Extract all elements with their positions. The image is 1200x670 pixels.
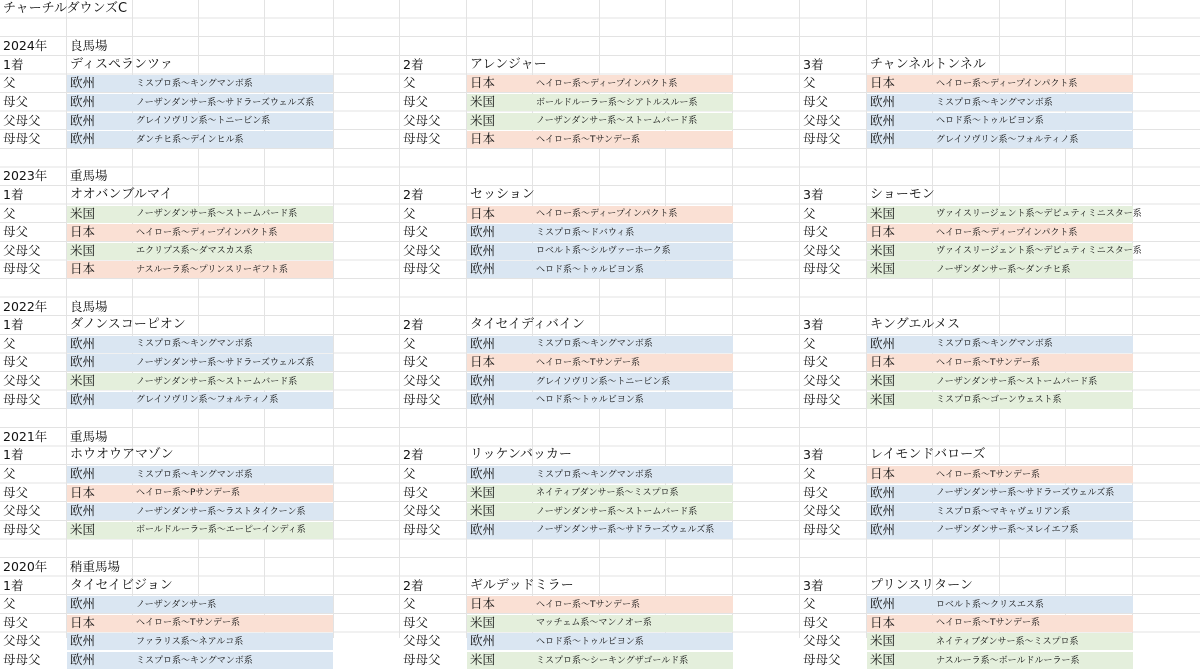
relation-cell[interactable]: 父母父 — [403, 373, 441, 388]
place-cell[interactable]: 3着 — [803, 317, 824, 333]
region-cell[interactable]: 米国 — [870, 373, 896, 388]
relation-cell[interactable]: 父母父 — [3, 242, 41, 258]
region-cell[interactable]: 欧州 — [470, 391, 496, 407]
sire-line-cell[interactable]: ミスプロ系～キングマンボ系 — [136, 78, 253, 89]
track-condition-cell[interactable]: 重馬場 — [70, 428, 108, 444]
region-cell[interactable]: 欧州 — [870, 484, 896, 500]
horse-name-cell[interactable]: ダノンスコーピオン — [70, 317, 186, 333]
relation-cell[interactable]: 父 — [3, 205, 16, 221]
relation-cell[interactable]: 父 — [3, 596, 16, 612]
relation-cell[interactable]: 父母父 — [403, 112, 441, 128]
region-cell[interactable]: 米国 — [470, 503, 496, 519]
relation-cell[interactable]: 父母父 — [803, 633, 841, 649]
relation-cell[interactable]: 母母父 — [803, 521, 841, 537]
region-cell[interactable]: 米国 — [870, 652, 896, 667]
relation-cell[interactable]: 母父 — [803, 224, 829, 240]
sire-line-cell[interactable]: ミスプロ系～シーキングザゴールド系 — [536, 655, 689, 666]
sire-line-cell[interactable]: ノーザンダンサー系～サドラーズウェルズ系 — [936, 488, 1115, 499]
relation-cell[interactable]: 父 — [3, 466, 16, 481]
relation-cell[interactable]: 父 — [403, 596, 416, 612]
sire-line-cell[interactable]: ヘイロー系～Tサンデー系 — [936, 618, 1041, 629]
region-cell[interactable]: 欧州 — [870, 335, 896, 351]
relation-cell[interactable]: 父母父 — [803, 373, 841, 388]
relation-cell[interactable]: 父 — [803, 466, 816, 481]
region-cell[interactable]: 日本 — [470, 205, 496, 221]
relation-cell[interactable]: 父母父 — [3, 503, 41, 519]
sire-line-cell[interactable]: ヘロド系～トゥルビヨン系 — [536, 264, 644, 275]
horse-name-cell[interactable]: セッション — [470, 187, 535, 202]
sire-line-cell[interactable]: ヘロド系～トゥルビヨン系 — [536, 395, 644, 406]
region-cell[interactable]: 欧州 — [470, 261, 496, 277]
relation-cell[interactable]: 母母父 — [403, 521, 441, 537]
place-cell[interactable]: 2着 — [403, 577, 424, 593]
relation-cell[interactable]: 母母父 — [803, 131, 841, 147]
horse-name-cell[interactable]: ディスペランツァ — [70, 56, 173, 72]
region-cell[interactable]: 日本 — [870, 224, 896, 240]
horse-name-cell[interactable]: リッケンバッカー — [470, 447, 572, 463]
relation-cell[interactable]: 母父 — [803, 354, 829, 370]
horse-name-cell[interactable]: タイセイビジョン — [70, 577, 173, 593]
sire-line-cell[interactable]: ノーザンダンサー系～ストームバード系 — [136, 376, 298, 387]
region-cell[interactable]: 米国 — [870, 205, 896, 221]
relation-cell[interactable]: 母母父 — [803, 652, 841, 667]
region-cell[interactable]: 欧州 — [470, 242, 496, 258]
region-cell[interactable]: 欧州 — [70, 596, 96, 612]
relation-cell[interactable]: 父母父 — [3, 373, 41, 388]
relation-cell[interactable]: 父母父 — [403, 242, 441, 258]
region-cell[interactable]: 米国 — [470, 484, 496, 500]
sire-line-cell[interactable]: ノーザンダンサー系～ラストタイクーン系 — [136, 506, 306, 517]
region-cell[interactable]: 日本 — [70, 261, 96, 277]
sire-line-cell[interactable]: ヴァイスリージェント系～デピュティミニスター系 — [936, 246, 1142, 257]
sire-line-cell[interactable]: ノーザンダンサー系～サドラーズウェルズ系 — [136, 357, 315, 368]
sire-line-cell[interactable]: ノーザンダンサー系～ストームバード系 — [536, 116, 698, 127]
region-cell[interactable]: 欧州 — [70, 652, 96, 667]
region-cell[interactable]: 米国 — [470, 614, 496, 630]
place-cell[interactable]: 1着 — [3, 317, 24, 333]
sire-line-cell[interactable]: ヘロド系～トゥルビヨン系 — [536, 636, 644, 647]
relation-cell[interactable]: 母母父 — [3, 652, 41, 667]
relation-cell[interactable]: 母母父 — [803, 391, 841, 407]
sire-line-cell[interactable]: ノーザンダンサー系～サドラーズウェルズ系 — [136, 97, 315, 108]
region-cell[interactable]: 欧州 — [70, 354, 96, 370]
sire-line-cell[interactable]: ヘイロー系～Tサンデー系 — [936, 469, 1041, 480]
region-cell[interactable]: 欧州 — [70, 94, 96, 109]
region-cell[interactable]: 米国 — [70, 205, 96, 221]
relation-cell[interactable]: 父 — [803, 205, 816, 221]
sire-line-cell[interactable]: ミスプロ系～マキャヴェリアン系 — [936, 506, 1071, 517]
sire-line-cell[interactable]: ヘイロー系～Tサンデー系 — [136, 618, 241, 629]
region-cell[interactable]: 欧州 — [470, 335, 496, 351]
sire-line-cell[interactable]: ヘイロー系～Tサンデー系 — [536, 599, 641, 610]
horse-name-cell[interactable]: キングエルメス — [870, 317, 960, 333]
sire-line-cell[interactable]: ネイティブダンサー系～ミスプロ系 — [936, 636, 1079, 647]
place-cell[interactable]: 3着 — [803, 187, 824, 202]
place-cell[interactable]: 3着 — [803, 577, 824, 593]
track-condition-cell[interactable]: 良馬場 — [70, 38, 108, 54]
region-cell[interactable]: 日本 — [870, 466, 896, 481]
sire-line-cell[interactable]: ヘイロー系～ディープインパクト系 — [536, 78, 678, 89]
sire-line-cell[interactable]: グレイソヴリン系～フォルティノ系 — [136, 395, 279, 406]
region-cell[interactable]: 日本 — [470, 596, 496, 612]
track-condition-cell[interactable]: 稍重馬場 — [70, 559, 121, 574]
sire-line-cell[interactable]: エクリプス系～ダマスカス系 — [136, 246, 253, 257]
region-cell[interactable]: 米国 — [870, 242, 896, 258]
region-cell[interactable]: 欧州 — [70, 131, 96, 147]
region-cell[interactable]: 欧州 — [70, 466, 96, 481]
sire-line-cell[interactable]: ヴァイスリージェント系～デピュティミニスター系 — [936, 209, 1142, 220]
sheet-title[interactable]: チャーチルダウンズC — [3, 1, 128, 16]
track-condition-cell[interactable]: 重馬場 — [70, 168, 108, 184]
region-cell[interactable]: 米国 — [870, 261, 896, 277]
horse-name-cell[interactable]: ショーモン — [870, 187, 935, 202]
region-cell[interactable]: 欧州 — [470, 633, 496, 649]
relation-cell[interactable]: 父母父 — [3, 112, 41, 128]
relation-cell[interactable]: 父 — [403, 205, 416, 221]
relation-cell[interactable]: 父 — [3, 75, 16, 91]
horse-name-cell[interactable]: ギルデッドミラー — [470, 577, 574, 593]
place-cell[interactable]: 1着 — [3, 577, 24, 593]
sire-line-cell[interactable]: ミスプロ系～キングマンボ系 — [136, 339, 253, 350]
sire-line-cell[interactable]: ネイティブダンサー系～ミスプロ系 — [536, 488, 679, 499]
horse-name-cell[interactable]: プリンスリターン — [870, 577, 973, 593]
sire-line-cell[interactable]: ナスルーラ系～ボールドルーラー系 — [936, 655, 1080, 666]
sire-line-cell[interactable]: ミスプロ系～キングマンボ系 — [536, 469, 653, 480]
relation-cell[interactable]: 父 — [403, 75, 416, 91]
region-cell[interactable]: 日本 — [870, 75, 896, 91]
sire-line-cell[interactable]: ナスルーラ系～プリンスリーギフト系 — [136, 264, 289, 275]
region-cell[interactable]: 欧州 — [470, 466, 496, 481]
track-condition-cell[interactable]: 良馬場 — [70, 298, 108, 314]
region-cell[interactable]: 日本 — [870, 614, 896, 630]
relation-cell[interactable]: 父 — [803, 596, 816, 612]
relation-cell[interactable]: 母父 — [3, 614, 29, 630]
relation-cell[interactable]: 母父 — [803, 484, 829, 500]
region-cell[interactable]: 欧州 — [870, 94, 896, 109]
relation-cell[interactable]: 母父 — [3, 354, 29, 370]
region-cell[interactable]: 日本 — [70, 484, 96, 500]
sire-line-cell[interactable]: ヘイロー系～ディープインパクト系 — [936, 227, 1078, 238]
region-cell[interactable]: 欧州 — [870, 503, 896, 519]
region-cell[interactable]: 欧州 — [870, 521, 896, 537]
horse-name-cell[interactable]: アレンジャー — [470, 56, 547, 72]
relation-cell[interactable]: 母母父 — [3, 521, 41, 537]
relation-cell[interactable]: 父 — [403, 466, 416, 481]
horse-name-cell[interactable]: チャンネルトンネル — [870, 56, 986, 72]
relation-cell[interactable]: 母父 — [403, 614, 429, 630]
sire-line-cell[interactable]: ノーザンダンサー系～ストームバード系 — [136, 209, 298, 220]
relation-cell[interactable]: 父母父 — [803, 242, 841, 258]
region-cell[interactable]: 欧州 — [470, 373, 496, 388]
region-cell[interactable]: 日本 — [70, 614, 96, 630]
sire-line-cell[interactable]: ノーザンダンサー系～サドラーズウェルズ系 — [536, 525, 715, 536]
sire-line-cell[interactable]: ノーザンダンサー系～ストームバード系 — [536, 506, 698, 517]
sire-line-cell[interactable]: ヘイロー系～ディープインパクト系 — [936, 78, 1078, 89]
relation-cell[interactable]: 母父 — [803, 614, 829, 630]
horse-name-cell[interactable]: レイモンドバローズ — [870, 447, 986, 463]
place-cell[interactable]: 1着 — [3, 187, 24, 202]
relation-cell[interactable]: 父母父 — [403, 503, 441, 519]
sire-line-cell[interactable]: ノーザンダンサー系～ヌレイエフ系 — [936, 525, 1079, 536]
sire-line-cell[interactable]: ミスプロ系～キングマンボ系 — [536, 339, 653, 350]
region-cell[interactable]: 米国 — [870, 391, 896, 407]
relation-cell[interactable]: 父 — [403, 335, 416, 351]
year-cell[interactable]: 2022年 — [3, 298, 48, 314]
region-cell[interactable]: 欧州 — [70, 335, 96, 351]
horse-name-cell[interactable]: タイセイディバイン — [470, 317, 585, 333]
sire-line-cell[interactable]: ロベルト系～シルヴァーホーク系 — [536, 246, 671, 257]
region-cell[interactable]: 日本 — [470, 131, 496, 147]
horse-name-cell[interactable]: オオバンブルマイ — [70, 187, 173, 202]
place-cell[interactable]: 3着 — [803, 56, 824, 72]
relation-cell[interactable]: 母母父 — [3, 131, 41, 147]
region-cell[interactable]: 日本 — [470, 75, 496, 91]
sire-line-cell[interactable]: ヘイロー系～Pサンデー系 — [136, 488, 240, 499]
relation-cell[interactable]: 母母父 — [3, 261, 41, 277]
relation-cell[interactable]: 父 — [803, 335, 816, 351]
region-cell[interactable]: 日本 — [70, 224, 96, 240]
place-cell[interactable]: 3着 — [803, 447, 824, 463]
relation-cell[interactable]: 母母父 — [403, 391, 441, 407]
relation-cell[interactable]: 父 — [803, 75, 816, 91]
place-cell[interactable]: 2着 — [403, 317, 424, 333]
sire-line-cell[interactable]: ヘイロー系～ディープインパクト系 — [136, 227, 278, 238]
relation-cell[interactable]: 父 — [3, 335, 16, 351]
sire-line-cell[interactable]: ボールドルーラー系～エーピーインディ系 — [136, 525, 306, 536]
year-cell[interactable]: 2023年 — [3, 168, 48, 184]
region-cell[interactable]: 欧州 — [870, 131, 896, 147]
region-cell[interactable]: 欧州 — [470, 224, 496, 240]
region-cell[interactable]: 欧州 — [470, 521, 496, 537]
year-cell[interactable]: 2024年 — [3, 38, 48, 54]
place-cell[interactable]: 2着 — [403, 447, 424, 463]
sire-line-cell[interactable]: ヘイロー系～Tサンデー系 — [536, 357, 641, 368]
region-cell[interactable]: 欧州 — [70, 503, 96, 519]
sire-line-cell[interactable]: ミスプロ系～キングマンボ系 — [936, 339, 1053, 350]
sire-line-cell[interactable]: ミスプロ系～キングマンボ系 — [936, 97, 1053, 108]
sire-line-cell[interactable]: ミスプロ系～ゴーンウェスト系 — [936, 395, 1062, 406]
relation-cell[interactable]: 母父 — [803, 94, 829, 109]
sire-line-cell[interactable]: ヘイロー系～Tサンデー系 — [536, 134, 641, 145]
region-cell[interactable]: 欧州 — [870, 596, 896, 612]
region-cell[interactable]: 日本 — [870, 354, 896, 370]
region-cell[interactable]: 欧州 — [70, 633, 96, 649]
relation-cell[interactable]: 母母父 — [403, 652, 441, 667]
sire-line-cell[interactable]: ファラリス系～ネアルコ系 — [136, 636, 244, 647]
sire-line-cell[interactable]: ノーザンダンサー系～ストームバード系 — [936, 376, 1098, 387]
region-cell[interactable]: 米国 — [470, 94, 496, 109]
sire-line-cell[interactable]: ノーザンダンサー系～ダンチヒ系 — [936, 264, 1071, 275]
relation-cell[interactable]: 父母父 — [803, 112, 841, 128]
horse-name-cell[interactable]: ホウオウアマゾン — [70, 447, 174, 463]
year-cell[interactable]: 2021年 — [3, 428, 48, 444]
region-cell[interactable]: 欧州 — [70, 75, 96, 91]
region-cell[interactable]: 欧州 — [70, 391, 96, 407]
place-cell[interactable]: 1着 — [3, 56, 24, 72]
sire-line-cell[interactable]: ミスプロ系～ドバウィ系 — [536, 227, 635, 238]
relation-cell[interactable]: 母父 — [403, 354, 429, 370]
relation-cell[interactable]: 母父 — [3, 484, 29, 500]
sire-line-cell[interactable]: ヘロド系～トゥルビヨン系 — [936, 116, 1044, 127]
sire-line-cell[interactable]: ノーザンダンサー系 — [136, 599, 217, 610]
sire-line-cell[interactable]: ダンチヒ系～デインヒル系 — [136, 134, 244, 145]
sire-line-cell[interactable]: ミスプロ系～キングマンボ系 — [136, 469, 253, 480]
relation-cell[interactable]: 母父 — [403, 484, 429, 500]
sire-line-cell[interactable]: ヘイロー系～Tサンデー系 — [936, 357, 1041, 368]
relation-cell[interactable]: 父母父 — [3, 633, 41, 649]
relation-cell[interactable]: 母母父 — [803, 261, 841, 277]
place-cell[interactable]: 1着 — [3, 447, 24, 463]
relation-cell[interactable]: 母父 — [403, 94, 429, 109]
relation-cell[interactable]: 父母父 — [403, 633, 441, 649]
region-cell[interactable]: 欧州 — [870, 112, 896, 128]
relation-cell[interactable]: 母父 — [3, 224, 29, 240]
region-cell[interactable]: 米国 — [70, 373, 96, 388]
relation-cell[interactable]: 母母父 — [403, 261, 441, 277]
region-cell[interactable]: 米国 — [70, 242, 96, 258]
relation-cell[interactable]: 父母父 — [803, 503, 841, 519]
sire-line-cell[interactable]: グレイソヴリン系～トニービン系 — [136, 116, 271, 127]
place-cell[interactable]: 2着 — [403, 56, 424, 72]
region-cell[interactable]: 日本 — [470, 354, 496, 370]
place-cell[interactable]: 2着 — [403, 187, 424, 202]
sire-line-cell[interactable]: ロベルト系～クリスエス系 — [936, 599, 1044, 610]
sire-line-cell[interactable]: ミスプロ系～キングマンボ系 — [136, 655, 253, 666]
sire-line-cell[interactable]: マッチェム系～マンノオー系 — [536, 618, 652, 629]
relation-cell[interactable]: 母父 — [3, 94, 29, 109]
relation-cell[interactable]: 母父 — [403, 224, 429, 240]
sire-line-cell[interactable]: グレイソヴリン系～トニービン系 — [536, 376, 671, 387]
region-cell[interactable]: 米国 — [70, 521, 96, 537]
region-cell[interactable]: 米国 — [470, 652, 496, 667]
sire-line-cell[interactable]: ボールドルーラー系～シアトルスルー系 — [536, 97, 698, 108]
year-cell[interactable]: 2020年 — [3, 559, 48, 574]
region-cell[interactable]: 米国 — [470, 112, 496, 128]
relation-cell[interactable]: 母母父 — [403, 131, 441, 147]
region-cell[interactable]: 米国 — [870, 633, 896, 649]
relation-cell[interactable]: 母母父 — [3, 391, 41, 407]
sire-line-cell[interactable]: ヘイロー系～ディープインパクト系 — [536, 209, 678, 220]
region-cell[interactable]: 欧州 — [70, 112, 96, 128]
sire-line-cell[interactable]: グレイソヴリン系～フォルティノ系 — [936, 134, 1079, 145]
